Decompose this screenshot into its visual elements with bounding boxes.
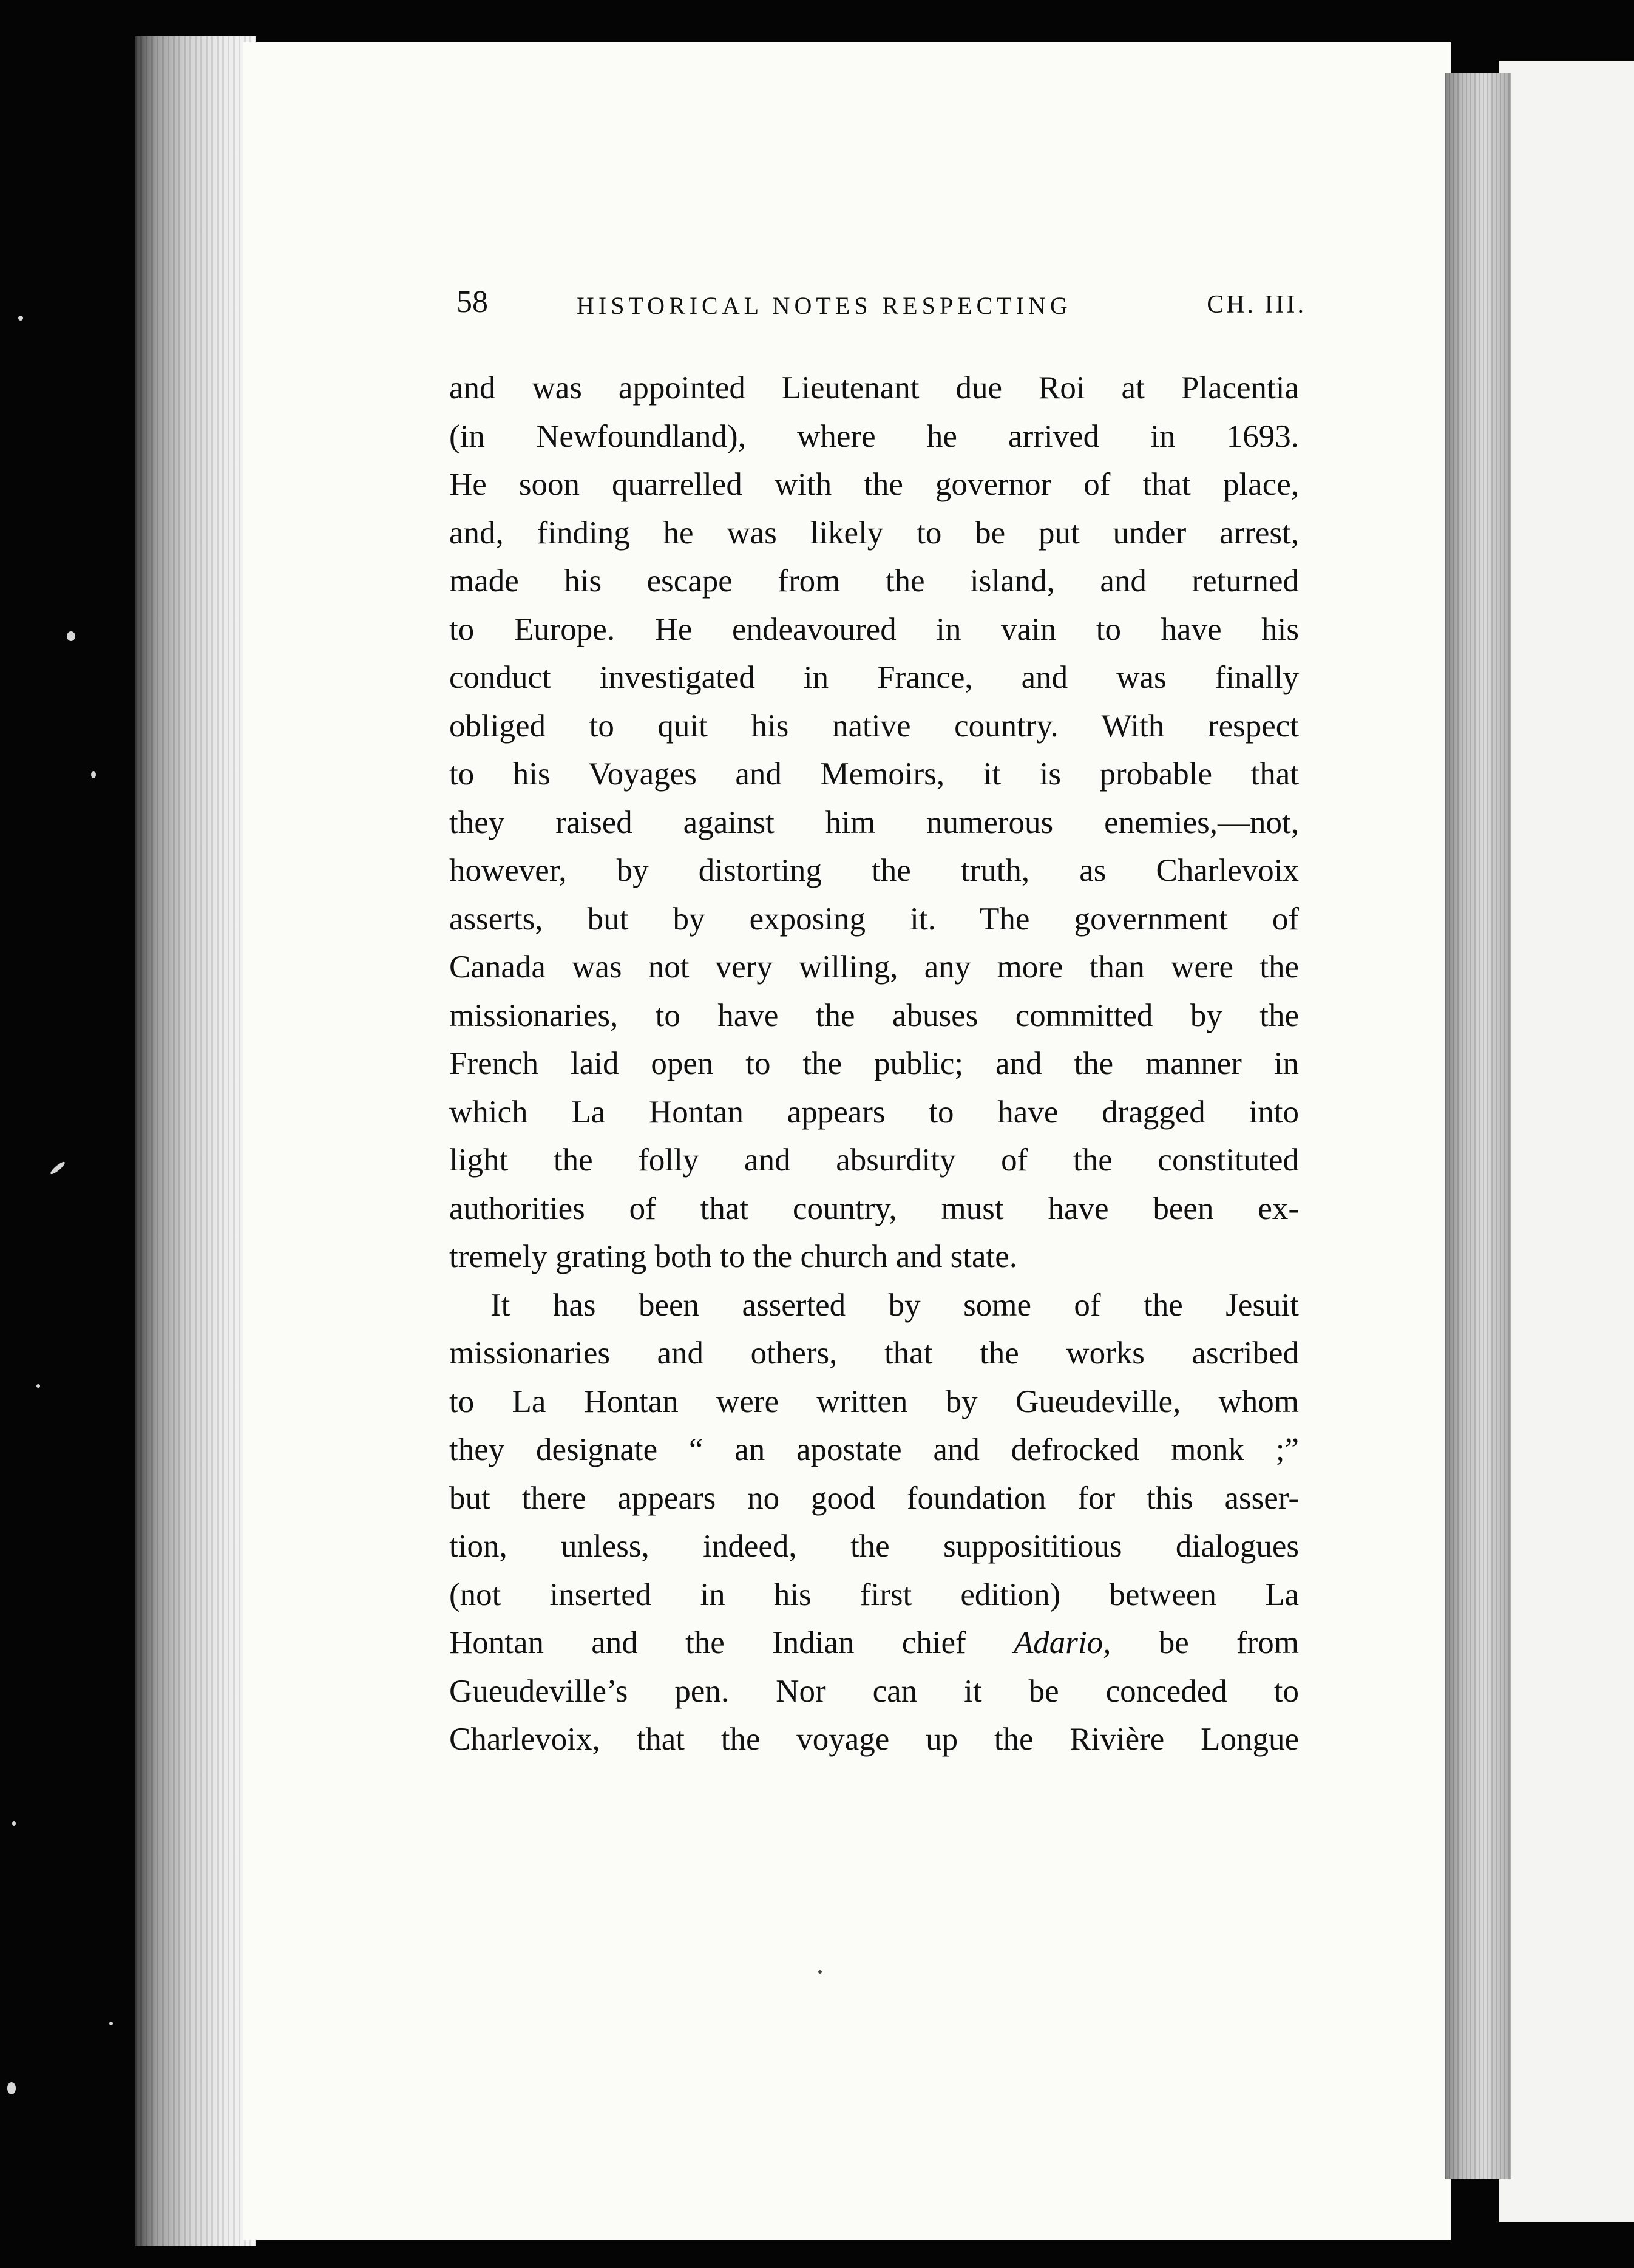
text-line: missionaries, to have the abuses committed by the [449, 997, 1299, 1033]
text-line: but there appears no good foundation for this asser- [449, 1480, 1299, 1516]
text-segment: be from [1158, 1625, 1299, 1660]
text-line: they designate “ an apostate and defrocked monk ;” [449, 1432, 1299, 1467]
text-line: Charlevoix, that the voyage up the Rivière Longue [449, 1722, 1299, 1757]
page-number: 58 [456, 285, 488, 319]
text-line: asserts, but by exposing it. The government of [449, 901, 1299, 937]
text-line: authorities of that country, must have been ex- [449, 1190, 1299, 1226]
facing-page [1499, 61, 1634, 2222]
text-line [449, 1619, 1299, 1668]
text-line: conduct investigated in France, and was finally [449, 660, 1299, 695]
dust-speck [49, 1160, 66, 1175]
stray-mark [818, 1970, 822, 1974]
text-line: Canada was not very willing, any more than were the [449, 949, 1299, 985]
text-segment: Hontan and the Indian chief [449, 1625, 966, 1660]
text-line: to Europe. He endeavoured in vain to have his [449, 611, 1299, 647]
dust-speck [18, 316, 23, 321]
text-line: missionaries and others, that the works ascribed [449, 1336, 1299, 1371]
left-page-edge [135, 36, 256, 2246]
body-text [449, 364, 1299, 1764]
dust-speck [67, 631, 75, 641]
text-line: to his Voyages and Memoirs, it is probable that [449, 756, 1299, 792]
text-line: French laid open to the public; and the manner in [449, 1046, 1299, 1081]
running-title: HISTORICAL NOTES RESPECTING [577, 292, 1072, 319]
text-line: made his escape from the island, and returned [449, 563, 1299, 599]
text-line: and, finding he was likely to be put under arrest, [449, 515, 1299, 551]
text-line: tremely grating both to the church and state. [449, 1239, 1018, 1274]
text-line: however, by distorting the truth, as Charlevoix [449, 853, 1299, 888]
chapter-label: CH. III. [1207, 291, 1306, 319]
dust-speck [12, 1821, 16, 1826]
page-header [456, 284, 1306, 327]
text-line: which La Hontan appears to have dragged into [449, 1094, 1299, 1130]
text-line: He soon quarrelled with the governor of that place, [449, 467, 1299, 502]
text-line: to La Hontan were written by Gueudeville, whom [449, 1384, 1299, 1419]
dust-speck [36, 1384, 40, 1388]
text-line: (in Newfoundland), where he arrived in 1693. [449, 418, 1299, 454]
dust-speck [109, 2022, 113, 2025]
dust-speck [91, 771, 96, 778]
dust-speck [7, 2082, 16, 2094]
text-line: and was appointed Lieutenant due Roi at Placentia [449, 370, 1299, 406]
text-line: tion, unless, indeed, the supposititious dialogues [449, 1529, 1299, 1564]
text-line: they raised against him numerous enemies,—not, [449, 804, 1299, 840]
text-line: It has been asserted by some of the Jesuit [490, 1287, 1299, 1323]
right-page-edge [1445, 73, 1511, 2179]
text-line: Gueudeville’s pen. Nor can it be conceded to [449, 1673, 1299, 1709]
italic-name: Adario, [1013, 1625, 1111, 1660]
text-line: obliged to quit his native country. With respect [449, 708, 1299, 744]
text-line: (not inserted in his first edition) between La [449, 1577, 1299, 1612]
text-line: light the folly and absurdity of the constituted [449, 1142, 1299, 1178]
